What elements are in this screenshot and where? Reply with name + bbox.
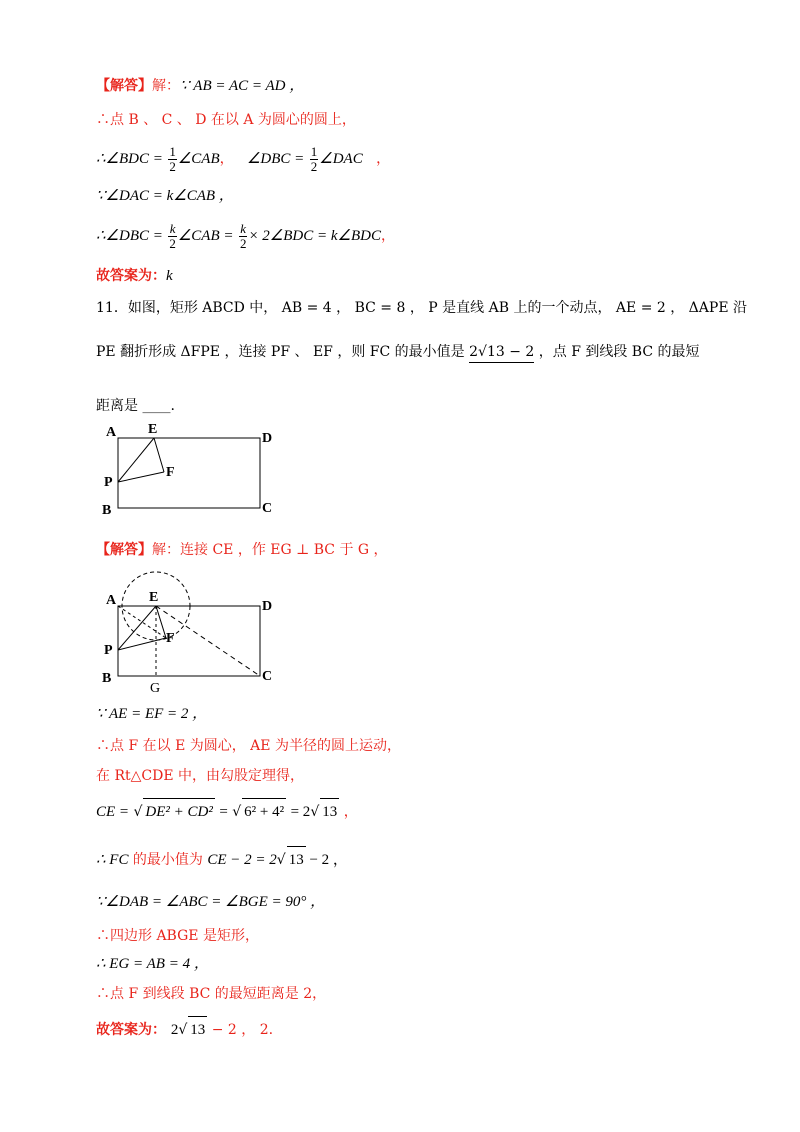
solution-line-5: ∴∠DBC = $\frac{k}{2}$ ∠CAB = $\frac{k}{2}$ × 2∠BDC = k∠BDC， bbox=[96, 220, 395, 251]
answer-blank: 2√13 − 2 bbox=[469, 342, 534, 363]
solution-3-line-5: ∴ FC 的最小值为 CE − 2 = 2√ 13 − 2 ， bbox=[96, 846, 348, 872]
solution-3-line-7: ∴四边形 ABGE 是矩形， bbox=[96, 928, 259, 944]
fig2-label-c: C bbox=[262, 669, 273, 684]
solution-line-4: ∵∠DAC = k∠CAB ， bbox=[96, 188, 234, 204]
fig1-label-p: P bbox=[104, 475, 113, 490]
solution-3-line-2: ∴点 F 在以 E 为圆心， AE 为半径的圆上运动， bbox=[96, 738, 401, 754]
fig1-label-d: D bbox=[262, 431, 273, 446]
answer-line-1: 故答案为：k bbox=[96, 268, 173, 284]
fig1-label-a: A bbox=[106, 425, 117, 440]
solution-tag: 【解答】 bbox=[96, 78, 152, 94]
solution-line-3: ∴∠BDC = $\frac{1}{2}$ ∠CAB， ∠DBC = $\frac{1}{2}$ ∠DAC ， bbox=[96, 143, 391, 174]
question-11-line-2: PE 翻折形成 ΔFPE ，连接 PF 、 EF ，则 FC 的最小值是 2√13 − 2 ，点 F 到线段 BC 的最短 bbox=[96, 342, 700, 363]
solution-3-line-9: ∴点 F 到线段 BC 的最短距离是 2， bbox=[96, 986, 327, 1002]
fig2-label-e: E bbox=[149, 590, 159, 605]
solution-3-line-1: ∵ AE = EF = 2 ， bbox=[96, 706, 208, 722]
answer-line-2: 故答案为： 2√ 13 − 2 ， 2. bbox=[96, 1016, 273, 1042]
figure-2-rectangle-circle bbox=[96, 566, 296, 696]
fig2-label-b: B bbox=[102, 671, 112, 686]
figure-1-rectangle bbox=[96, 418, 296, 518]
solution-line-1: 【解答】解：∵ AB = AC = AD ， bbox=[96, 78, 305, 94]
question-11-line-1: 11．如图，矩形 ABCD 中， AB = 4 ， BC = 8 ， P 是直线 AB 上的一个动点， AE = 2 ， ΔAPE 沿 bbox=[96, 300, 747, 316]
solution-3-line-4: CE = √ DE² + CD² = √ 6² + 4² = 2√ 13 ， bbox=[96, 798, 358, 824]
solution-2-line-1: 【解答】解：连接 CE ，作 EG ⊥ BC 于 G ， bbox=[96, 542, 388, 558]
solution-line-2: ∴点 B 、 C 、 D 在以 A 为圆心的圆上， bbox=[96, 112, 356, 128]
solution-3-line-6: ∵∠DAB = ∠ABC = ∠BGE = 90° ， bbox=[96, 894, 326, 910]
fig2-label-f: F bbox=[166, 631, 175, 646]
fig2-label-p: P bbox=[104, 643, 113, 658]
fig2-label-g: G bbox=[150, 681, 161, 696]
fig1-label-b: B bbox=[102, 503, 112, 518]
solution-3-line-3: 在 Rt△CDE 中，由勾股定理得， bbox=[96, 768, 304, 784]
solution-3-line-8: ∴ EG = AB = 4 ， bbox=[96, 956, 209, 972]
fig1-label-c: C bbox=[262, 501, 273, 516]
question-11-line-3: 距离是 ____. bbox=[96, 398, 175, 414]
fig1-label-e: E bbox=[148, 422, 158, 437]
fig2-label-a: A bbox=[106, 593, 117, 608]
fig2-label-d: D bbox=[262, 599, 273, 614]
fig1-label-f: F bbox=[166, 465, 175, 480]
